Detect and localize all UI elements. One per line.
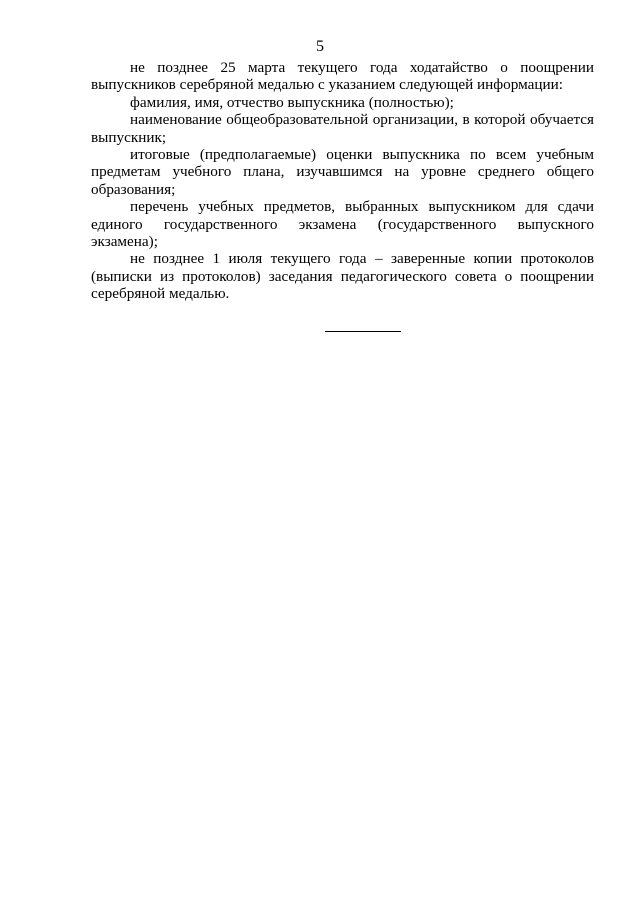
- document-body: [91, 59, 594, 303]
- page-number: 5: [316, 38, 324, 55]
- paragraph-full-name: фамилия, имя, отчество выпускника (полностью);: [130, 93, 454, 111]
- paragraph-final-grades: итоговые (предполагаемые) оценки выпускника по всем учебным предметам учебного плана, изучавшимся на уровне среднего общего образования;: [91, 146, 594, 198]
- end-separator-line: [325, 331, 401, 332]
- paragraph-july-deadline: не позднее 1 июля текущего года – заверенные копии протоколов (выписки из протоколов) заседания педагогического совета о поощрении серебряной медалью.: [91, 250, 594, 303]
- paragraph-school-name: наименование общеобразовательной организации, в которой обучается выпускник;: [91, 111, 594, 146]
- paragraph-exam-subjects: перечень учебных предметов, выбранных выпускником для сдачи единого государственного экзамена (государственного выпускного экзамена);: [91, 198, 594, 251]
- paragraph-march-deadline: не позднее 25 марта текущего года ходатайство о поощрении выпускников серебряной медалью с указанием следующей информации:: [91, 59, 594, 94]
